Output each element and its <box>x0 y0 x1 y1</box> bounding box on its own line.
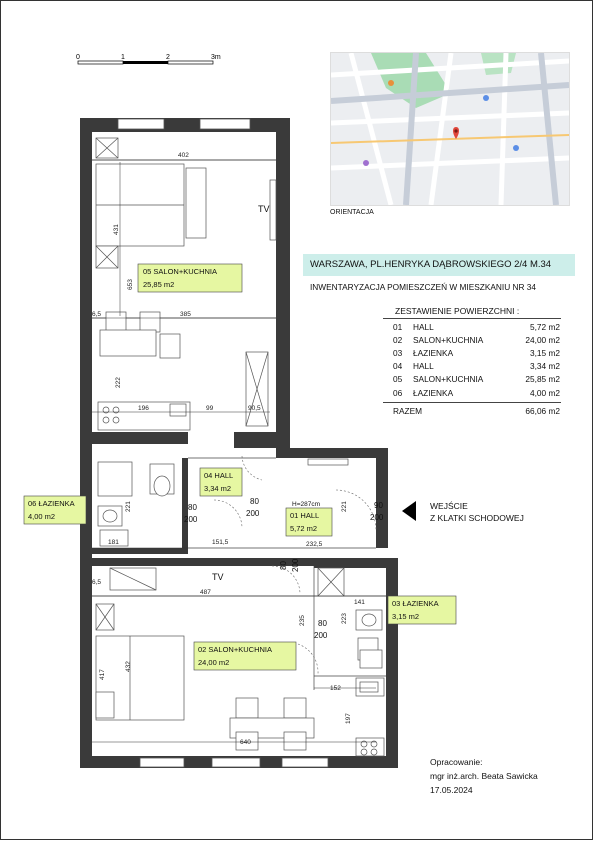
dim-181: 181 <box>108 539 119 546</box>
dim-99: 99 <box>206 405 214 412</box>
door-e-width: 80 <box>318 619 327 628</box>
area-row: 06 ŁAZIENKA 4,00 m2 <box>393 388 560 398</box>
dim-432: 432 <box>125 661 132 672</box>
svg-text:3,34 m2: 3,34 m2 <box>204 484 232 493</box>
author-date: 17.05.2024 <box>430 785 473 795</box>
dim-65b: 6,5 <box>92 579 102 586</box>
dim-640: 640 <box>240 739 251 746</box>
dim-196: 196 <box>138 405 149 412</box>
dim-1515: 151,5 <box>212 539 229 546</box>
map-caption: ORIENTACJA <box>330 209 374 216</box>
svg-text:04 HALL: 04 HALL <box>204 471 234 480</box>
author-heading: Opracowanie: <box>430 757 483 767</box>
svg-text:01 HALL: 01 HALL <box>290 511 320 520</box>
area-row: 03 ŁAZIENKA 3,15 m2 <box>393 348 560 358</box>
scale-label-2: 2 <box>166 54 170 61</box>
door-a-height: 200 <box>184 515 198 524</box>
svg-text:4,00 m2: 4,00 m2 <box>28 512 56 521</box>
room-label-01 <box>286 508 332 536</box>
area-total-row: RAZEM 66,06 m2 <box>393 406 560 416</box>
entrance-line1: WEJŚCIE <box>430 501 468 511</box>
area-row: 04 HALL 3,34 m2 <box>393 361 560 371</box>
dim-152: 152 <box>330 685 341 692</box>
door-d-height: 200 <box>291 558 300 572</box>
svg-text:05 SALON+KUCHNIA: 05 SALON+KUCHNIA <box>143 267 217 276</box>
room-label-05 <box>138 264 242 292</box>
area-row: 02 SALON+KUCHNIA 24,00 m2 <box>393 335 560 345</box>
door-b-height: 200 <box>246 509 260 518</box>
door-labels <box>184 497 384 640</box>
entrance-line2: Z KLATKI SCHODOWEJ <box>430 513 524 523</box>
svg-text:3,15 m2: 3,15 m2 <box>392 612 420 621</box>
dim-487: 487 <box>200 589 211 596</box>
door-b-width: 80 <box>250 497 259 506</box>
svg-text:06 ŁAZIENKA: 06 ŁAZIENKA <box>28 499 75 508</box>
door-a-width: 80 <box>188 503 197 512</box>
room-label-06 <box>24 496 86 524</box>
dim-223: 223 <box>341 613 348 624</box>
room-label-02 <box>194 642 296 670</box>
address-title: WARSZAWA, PL.HENRYKA DĄBROWSKIEGO 2/4 M.34 <box>310 259 552 270</box>
dim-197: 197 <box>345 713 352 724</box>
door-e-height: 200 <box>314 631 328 640</box>
scale-label-1: 1 <box>121 54 125 61</box>
dim-222: 222 <box>115 377 122 388</box>
dim-905: 90,5 <box>248 405 261 412</box>
door-c-width: 90 <box>374 501 383 510</box>
svg-text:5,72 m2: 5,72 m2 <box>290 524 318 533</box>
author-name: mgr inż.arch. Beata Sawicka <box>430 771 538 781</box>
dim-221b: 221 <box>341 501 348 512</box>
door-d-width: 80 <box>279 561 288 570</box>
dim-431: 431 <box>113 224 120 235</box>
tv-label-upper: TV <box>258 204 270 214</box>
svg-text:02 SALON+KUCHNIA: 02 SALON+KUCHNIA <box>198 645 272 654</box>
dim-65a: 6,5 <box>92 311 102 318</box>
ceiling-height-note: H=287cm <box>292 501 320 508</box>
dim-417: 417 <box>99 669 106 680</box>
dim-653: 653 <box>127 279 134 290</box>
svg-text:24,00 m2: 24,00 m2 <box>198 658 230 667</box>
room-label-03 <box>388 596 456 624</box>
dim-141: 141 <box>354 599 365 606</box>
area-row: 05 SALON+KUCHNIA 25,85 m2 <box>393 374 560 384</box>
area-row: 01 HALL 5,72 m2 <box>393 322 560 332</box>
scale-label-3: 3m <box>211 54 221 61</box>
inventory-subtitle: INWENTARYZACJA POMIESZCZEŃ W MIESZKANIU NR 34 <box>310 282 537 292</box>
dim-402: 402 <box>178 152 189 159</box>
svg-text:03 ŁAZIENKA: 03 ŁAZIENKA <box>392 599 439 608</box>
svg-text:25,85 m2: 25,85 m2 <box>143 280 175 289</box>
dim-221a: 221 <box>125 501 132 512</box>
room-label-04 <box>200 468 242 496</box>
tv-label-lower: TV <box>212 572 224 582</box>
scale-label-0: 0 <box>76 54 80 61</box>
areas-title: ZESTAWIENIE POWIERZCHNI : <box>395 306 520 316</box>
dim-235: 235 <box>299 615 306 626</box>
dim-2325: 232,5 <box>306 541 323 548</box>
dim-385: 385 <box>180 311 191 318</box>
door-c-height: 200 <box>370 513 384 522</box>
